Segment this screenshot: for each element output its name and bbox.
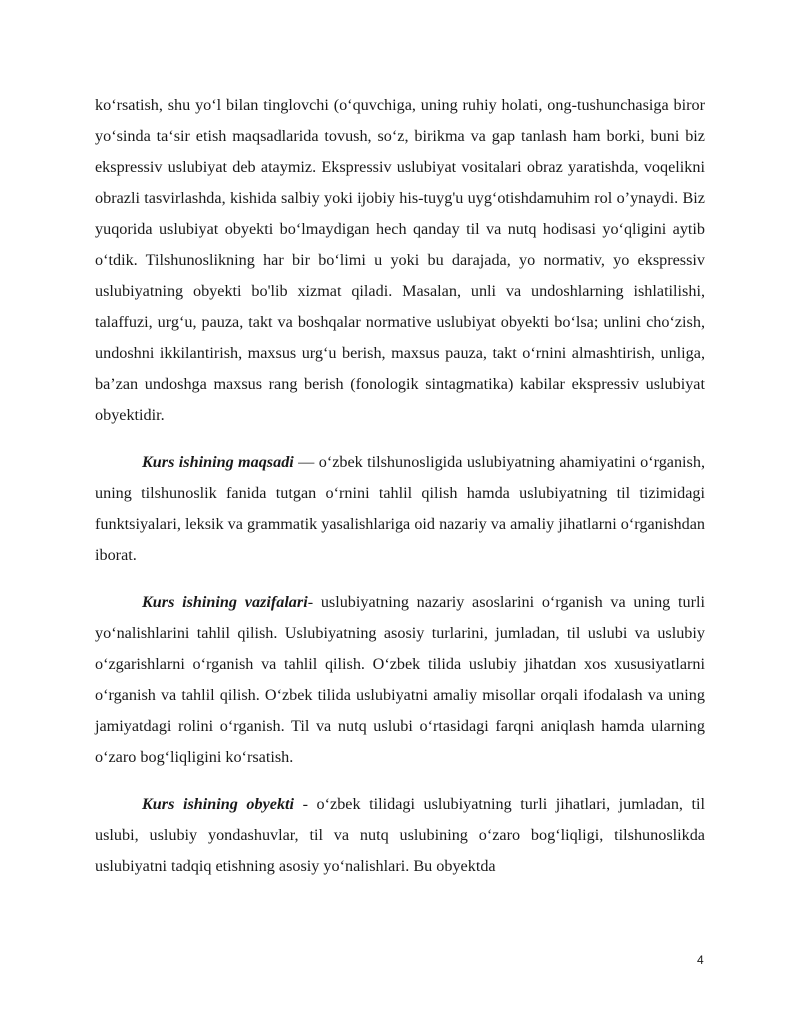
page-body: [95, 90, 705, 882]
paragraph-text: - o‘zbek tilidagi uslubiyatning turli jihatlari, jumladan, til uslubi, uslubiy yondashuvlar, til va nutq uslubining o‘zaro bog‘liqligi, tilshunoslikda uslubiyatni tadqiq etishning asosiy yo‘nalishlari. Bu obyektda: [95, 795, 705, 875]
paragraph-text: — o‘zbek tilshunosligida uslubiyatning ahamiyatini o‘rganish, uning tilshunoslik fanida tutgan o‘rnini tahlil qilish hamda uslubiyatning til tizimidagi funktsiyalari, leksik va grammatik yasalishlariga oid nazariy va amaliy jihatlarni o‘rganishdan iborat.: [95, 453, 705, 564]
paragraph-gap: [95, 571, 705, 587]
course-goal-term: Kurs ishining maqsadi: [142, 453, 294, 471]
paragraph-course-goal: [95, 447, 705, 571]
paragraph-text: - uslubiyatning nazariy asoslarini o‘rganish va uning turli yo‘nalishlarini tahlil qilish. Uslubiyatning asosiy turlarini, jumladan, til uslubi va uslubiy o‘zgarishlarni o‘rganish va tahlil qilish. O‘zbek tilida uslubiy jihatdan xos xususiyatlarni o‘rganish va tahlil qilish. O‘zbek tilida uslubiyatni amaliy misollar orqali ifodalash va uning jamiyatdagi rolini o‘rganish. Til va nutq uslubi o‘rtasidagi farqni aniqlash hamda ularning o‘zaro bog‘liqligini ko‘rsatish.: [95, 593, 705, 766]
course-object-term: Kurs ishining obyekti: [142, 795, 295, 813]
paragraph-text: ko‘rsatish, shu yo‘l bilan tinglovchi (o‘quvchiga, uning ruhiy holati, ong-tushunchasiga biror yo‘sinda ta‘sir etish maqsadlarida tovush, so‘z, birikma va gap tanlash ham borki, buni biz ekspressiv uslubiyat deb ataymiz. Ekspressiv uslubiyat vositalari obraz yaratishda, voqelikni obrazli tasvirlashda, kishida salbiy yoki ijobiy his-tuyg'u uyg‘otishdamuhim rol o’ynaydi. Biz yuqorida uslubiyat obyekti bo‘lmaydigan hech qanday til va nutq hodisasi yo‘qligini aytib o‘tdik. Tilshunoslikning har bir bo‘limi u yoki bu darajada, yo normativ, yo ekspressiv uslubiyatning obyekti bo'lib xizmat qiladi. Masalan, unli va undoshlarning ishlatilishi, talaffuzi, urg‘u, pauza, takt va boshqalar normative uslubiyat obyekti bo‘lsa; unlini cho‘zish, undoshni ikkilantirish, maxsus urg‘u berish, maxsus pauza, takt o‘rnini almashtirish, unliga, ba’zan undoshga maxsus rang berish (fonologik sintagmatika) kabilar ekspressiv uslubiyat obyektidir.: [95, 96, 705, 424]
paragraph-course-object: [95, 789, 705, 882]
page-number: 4: [697, 953, 704, 967]
paragraph-gap: [95, 431, 705, 447]
paragraph-course-tasks: [95, 587, 705, 773]
paragraph-expressive-stylistics: [95, 90, 705, 431]
course-tasks-term: Kurs ishining vazifalari: [142, 593, 308, 611]
paragraph-gap: [95, 773, 705, 789]
